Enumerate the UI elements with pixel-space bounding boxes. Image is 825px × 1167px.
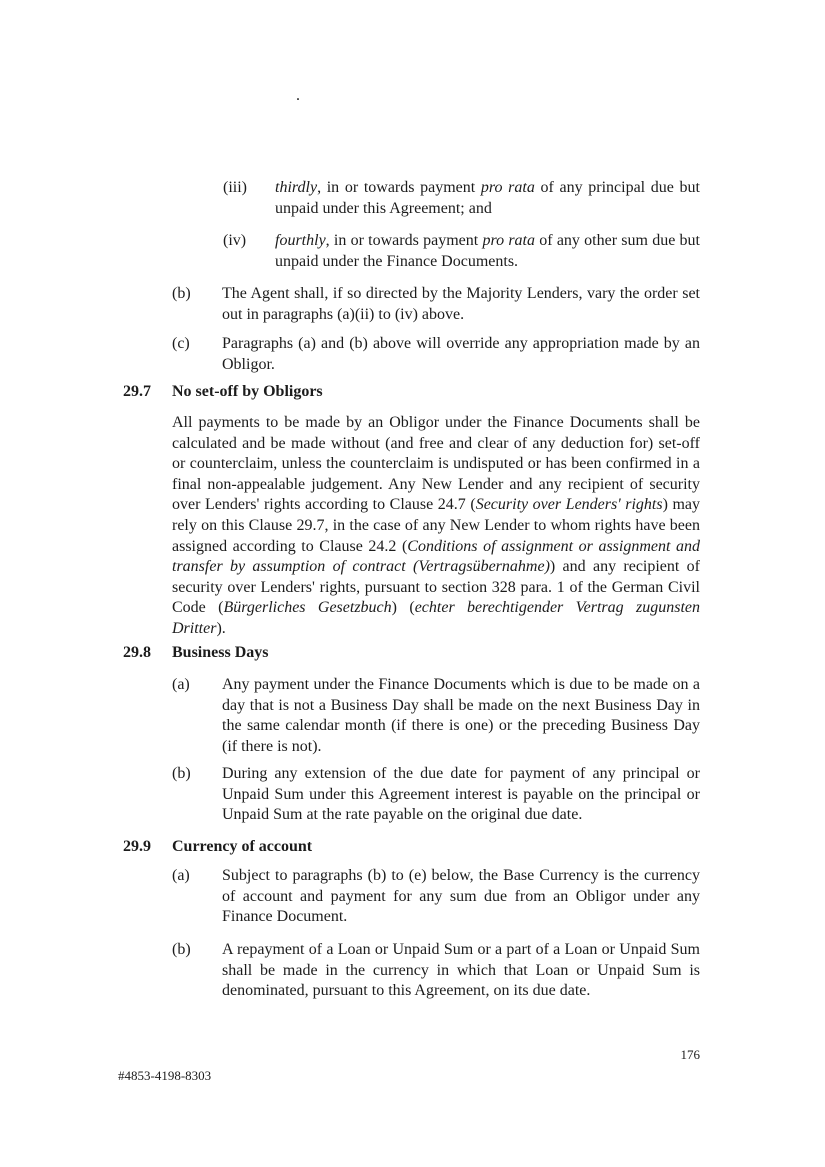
- section-number: 29.8: [123, 644, 151, 661]
- paragraph-marker: (a): [172, 867, 190, 884]
- section-number: 29.9: [123, 838, 151, 855]
- paragraph-29-9-b: [172, 940, 700, 1002]
- paragraph-marker: (b): [172, 285, 191, 302]
- paragraph-marker: (b): [172, 941, 191, 958]
- section-heading-29-8: [123, 643, 700, 664]
- list-marker: (iii): [223, 179, 247, 196]
- paragraph-b: [172, 284, 700, 325]
- doc-id-stamp: #4853-4198-8303: [118, 1068, 212, 1083]
- list-marker: (iv): [223, 232, 247, 249]
- list-item-text: fourthly, in or towards payment pro rata of any other sum due but unpaid under the Finance Documents.: [275, 232, 700, 270]
- paragraph-marker: (a): [172, 676, 190, 693]
- section-heading-29-7: [123, 382, 700, 403]
- section-title: Currency of account: [172, 838, 313, 855]
- list-item-iii: [223, 178, 700, 219]
- paragraph-text: Subject to paragraphs (b) to (e) below, the Base Currency is the currency of account and payment for any sum due from an Obligor under any Finance Document.: [222, 867, 700, 926]
- section-title: Business Days: [172, 644, 269, 661]
- paragraph-text: During any extension of the due date for payment of any principal or Unpaid Sum under this Agreement interest is payable on the principal or Unpaid Sum at the rate payable on the original due date.: [222, 765, 700, 824]
- paragraph-29-8-a: [172, 675, 700, 758]
- list-item-text: thirdly, in or towards payment pro rata of any principal due but unpaid under this Agreement; and: [275, 179, 700, 217]
- section-number: 29.7: [123, 383, 151, 400]
- paragraph-text: Paragraphs (a) and (b) above will override any appropriation made by an Obligor.: [222, 335, 700, 373]
- paragraph-text: The Agent shall, if so directed by the Majority Lenders, vary the order set out in paragraphs (a)(ii) to (iv) above.: [222, 285, 700, 323]
- paragraph-text: Any payment under the Finance Documents which is due to be made on a day that is not a Business Day shall be made on the next Business Day in the same calendar month (if there is one) or the preceding Business Day (if there is not).: [222, 676, 700, 756]
- paragraph-marker: (c): [172, 335, 190, 352]
- page-number: 176: [680, 1047, 700, 1062]
- paragraph-29-8-b: [172, 764, 700, 826]
- paragraph-text: A repayment of a Loan or Unpaid Sum or a part of a Loan or Unpaid Sum shall be made in the currency in which that Loan or Unpaid Sum is denominated, pursuant to this Agreement, on its due date.: [222, 941, 700, 1000]
- section-title: No set-off by Obligors: [172, 383, 323, 400]
- list-item-iv: [223, 231, 700, 272]
- section-body-29-7: All payments to be made by an Obligor under the Finance Documents shall be calculated and be made without (and free and clear of any deduction for) set-off or counterclaim, unless the counterclaim is undisputed or has been confirmed in a final non-appealable judgement. Any New Lender and any recipient of security over Lenders' rights according to Clause 24.7 (Security over Lenders' rights) may rely on this Clause 29.7, in the case of any New Lender to whom rights have been assigned according to Clause 24.2 (Conditions of assignment or assignment and transfer by assumption of contract (Vertragsübernahme)) and any recipient of security over Lenders' rights, pursuant to section 328 para. 1 of the German Civil Code (Bürgerliches Gesetzbuch) (echter berechtigender Vertrag zugunsten Dritter).: [172, 414, 701, 637]
- paragraph-29-9-a: [172, 866, 700, 928]
- section-heading-29-9: [123, 837, 700, 858]
- paragraph-c: [172, 334, 700, 375]
- paragraph-marker: (b): [172, 765, 191, 782]
- stray-mark: .: [296, 87, 300, 104]
